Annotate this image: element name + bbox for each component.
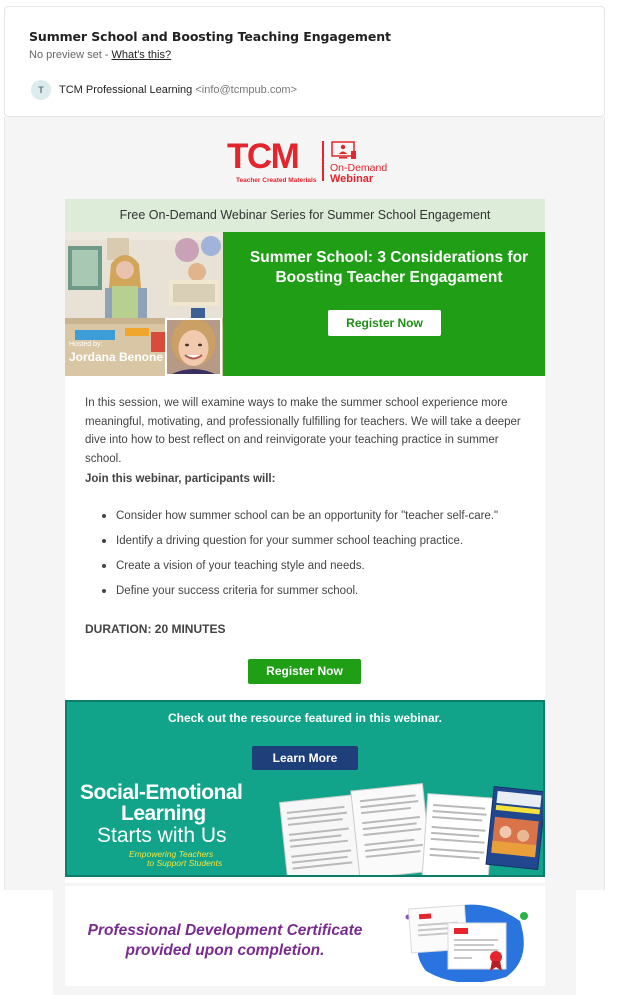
learn-more-button[interactable]: Learn More [252,746,358,770]
resource-title-line1: Social-Emotional [80,781,243,804]
sender-address: <info@tcmpub.com> [195,84,298,96]
duration-label: DURATION: 20 MINUTES [85,622,226,636]
hero-banner [65,232,545,376]
sender-avatar: T [31,80,51,100]
logo-on-demand: On-Demand [330,162,388,174]
sender-line[interactable] [59,84,297,96]
list-item: Identify a driving question for your summer school teaching practice. [101,533,531,558]
whats-this-link[interactable]: What's this? [111,49,172,61]
certificate-banner [65,886,545,986]
hosted-by-label: Hosted by: [69,341,103,348]
join-heading: Join this webinar, participants will: [85,473,276,485]
resource-title-line3: Starts with Us [97,824,227,847]
logo-brand: TCM [227,137,299,176]
resource-banner[interactable] [65,700,545,877]
email-content [65,199,545,883]
resource-subtitle-line1: Empowering Teachers [129,849,214,859]
resource-title-line2: Learning [121,802,206,825]
tcm-logo[interactable] [227,139,387,187]
book-pages-image [275,777,543,877]
list-item: Create a vision of your teaching style and needs. [101,558,531,583]
host-headshot [165,318,222,376]
certificate-image [400,897,530,982]
outcomes-list [101,508,531,608]
preview-text: No preview set - [29,49,112,61]
email-subject: Summer School and Boosting Teaching Engagement [29,29,391,44]
preview-line [29,49,171,61]
sender-name: TCM Professional Learning [59,84,193,96]
host-name: Jordana Benone [69,350,164,364]
monitor-icon [331,141,357,161]
logo-tagline: Teacher Created Materials [236,177,317,184]
list-item: Consider how summer school can be an opportunity for "teacher self-care." [101,508,531,533]
list-item: Define your success criteria for summer school. [101,583,531,608]
series-banner: Free On-Demand Webinar Series for Summer School Engagement [65,199,545,232]
logo-divider [322,141,324,181]
register-button[interactable]: Register Now [248,659,361,684]
certificate-text: Professional Development Certificate provided upon completion. [87,922,363,959]
logo-webinar: Webinar [330,173,374,185]
resource-subtitle-line2: to Support Students [147,858,223,868]
hero-register-button[interactable]: Register Now [328,310,441,336]
intro-paragraph: In this session, we will examine ways to make the summer school experience more meaningful, motivating, and professionally fulfilling for teachers. We will take a deeper dive into how to best reflect on and reinvigorate your teaching practice in summer school. [85,397,521,465]
email-header [4,6,605,117]
webinar-title: Summer School: 3 Considerations for Boosting Teacher Engagament [249,249,529,286]
resource-heading: Check out the resource featured in this webinar. [167,711,443,725]
